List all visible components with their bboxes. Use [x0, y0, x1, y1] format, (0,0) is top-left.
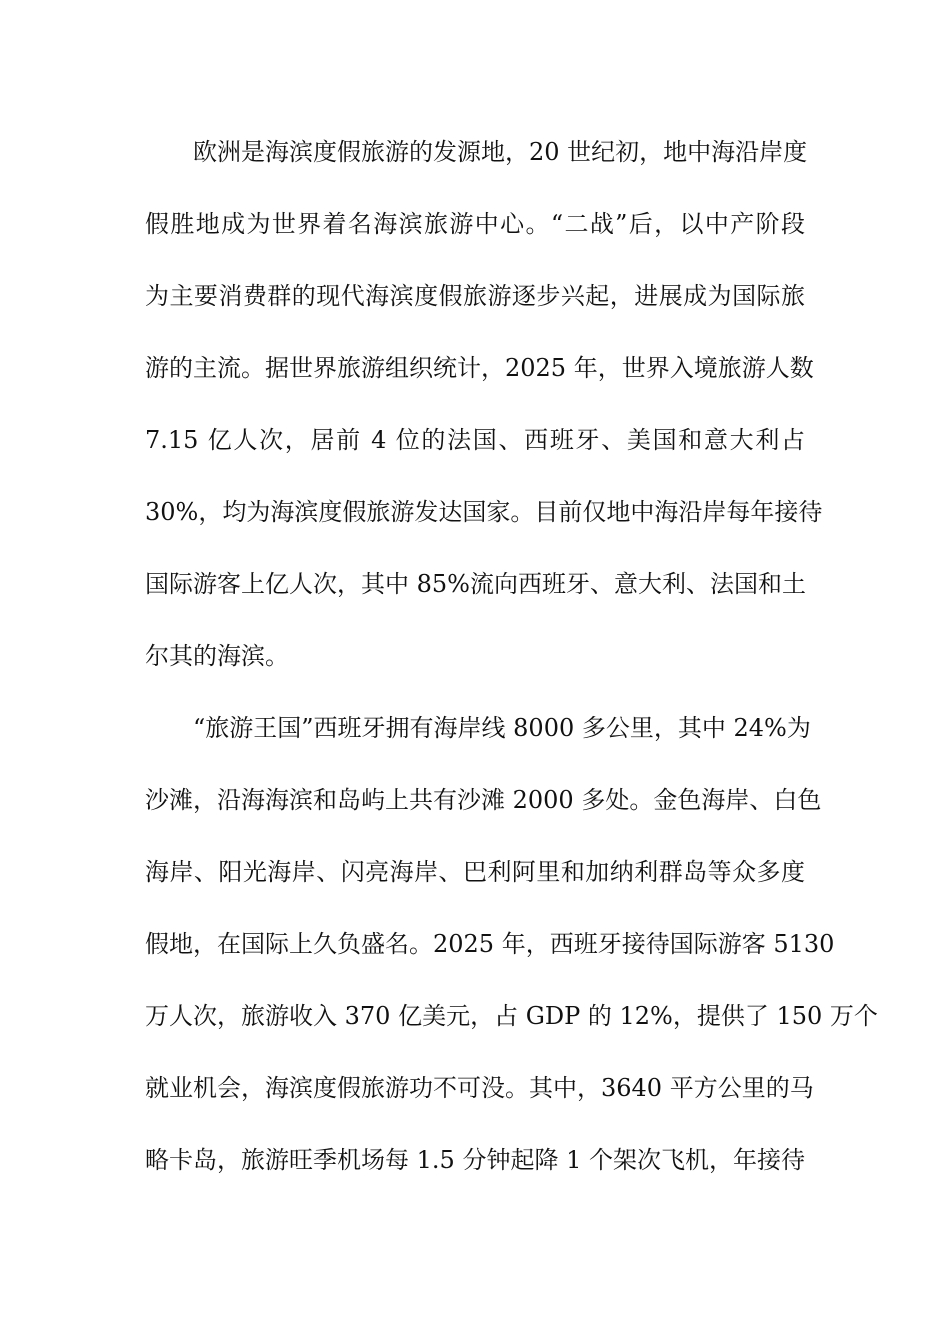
text-line: 假胜地成为世界着名海滨旅游中心。“二战”后，以中产阶段 [145, 210, 805, 238]
text-line: 为主要消费群的现代海滨度假旅游逐步兴起，进展成为国际旅 [145, 282, 805, 310]
text-line: 万人次，旅游收入 370 亿美元，占 GDP 的 12%，提供了 150 万个 [145, 1002, 878, 1030]
text-line: 游的主流。据世界旅游组织统计，2025 年，世界入境旅游人数 [145, 354, 814, 382]
text-line: 7.15 亿人次，居前 4 位的法国、西班牙、美国和意大利占 [145, 426, 805, 454]
text-line: 30%，均为海滨度假旅游发达国家。目前仅地中海沿岸每年接待 [145, 498, 823, 526]
text-line: 欧洲是海滨度假旅游的发源地，20 世纪初，地中海沿岸度 [193, 138, 808, 166]
text-line: 略卡岛，旅游旺季机场每 1.5 分钟起降 1 个架次飞机，年接待 [145, 1146, 805, 1174]
text-line: 尔其的海滨。 [145, 642, 289, 670]
text-line: 海岸、阳光海岸、闪亮海岸、巴利阿里和加纳利群岛等众多度 [145, 858, 805, 886]
text-line: 就业机会，海滨度假旅游功不可没。其中，3640 平方公里的马 [145, 1074, 814, 1102]
text-line: 国际游客上亿人次，其中 85%流向西班牙、意大利、法国和土 [145, 570, 806, 598]
text-line: 假地，在国际上久负盛名。2025 年，西班牙接待国际游客 5130 [145, 930, 835, 958]
text-line: 沙滩，沿海海滨和岛屿上共有沙滩 2000 多处。金色海岸、白色 [145, 786, 822, 814]
text-line: “旅游王国”西班牙拥有海岸线 8000 多公里，其中 24%为 [193, 714, 811, 742]
